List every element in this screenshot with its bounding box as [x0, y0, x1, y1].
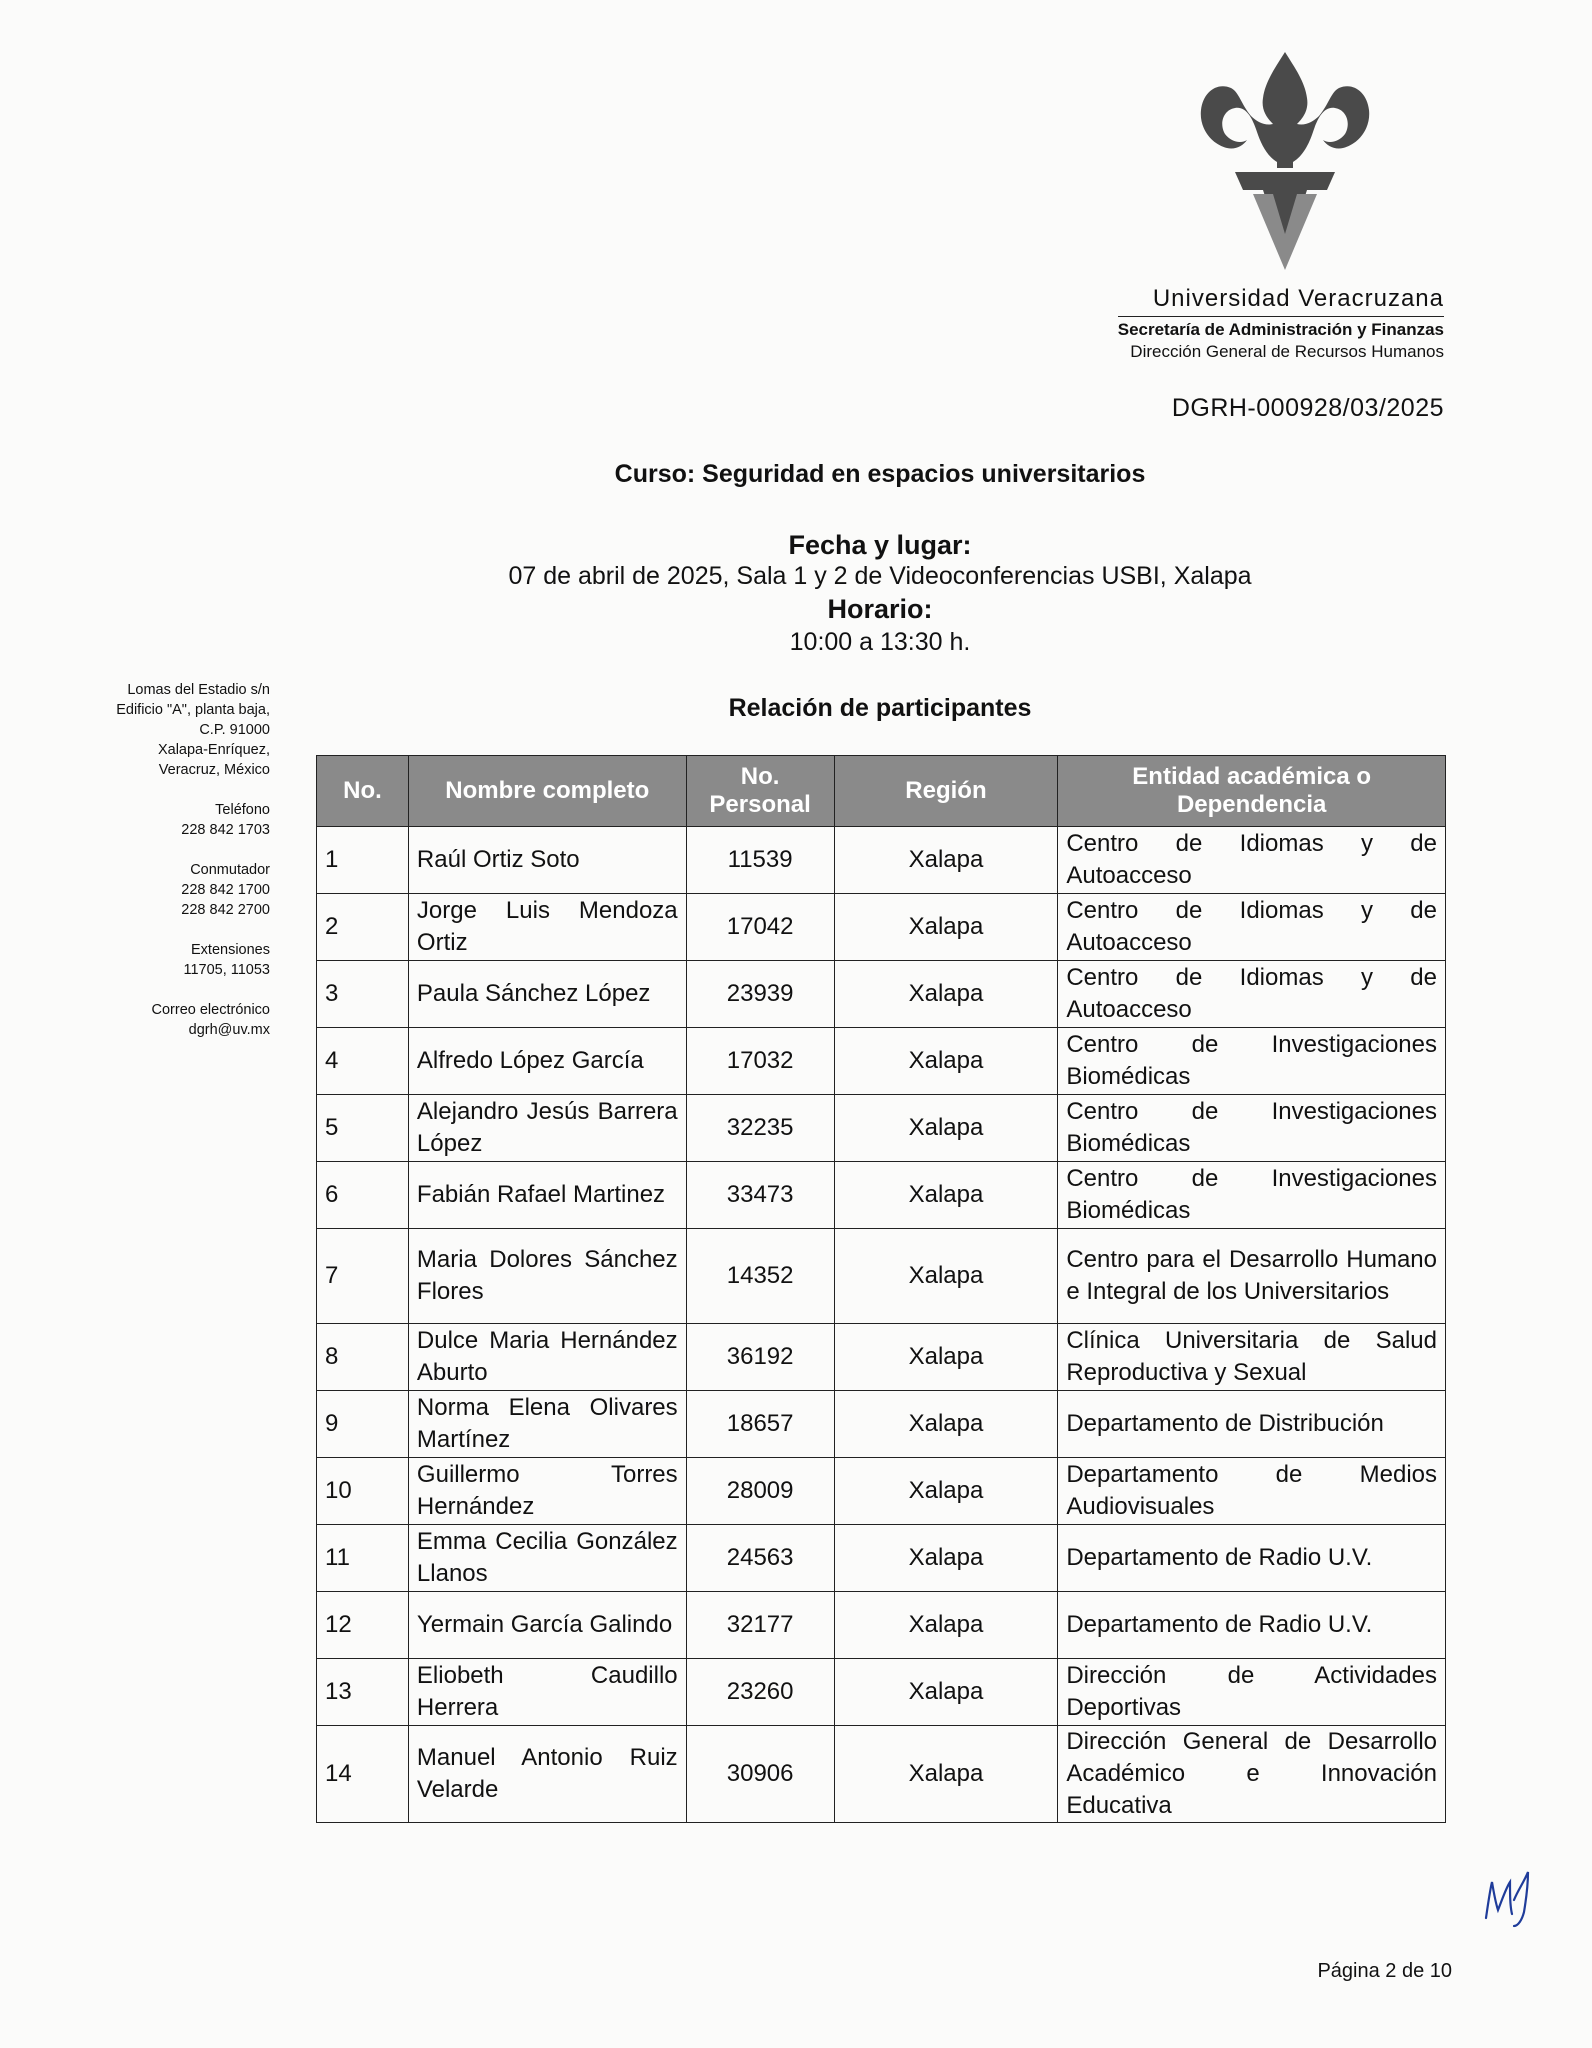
cell-personal: 11539 [686, 827, 834, 894]
cell-entity: Departamento de Radio U.V. [1058, 1525, 1446, 1592]
cell-name: Fabián Rafael Martinez [408, 1162, 686, 1229]
cell-personal: 18657 [686, 1391, 834, 1458]
cell-entity: Centro de Idiomas y de Autoacceso [1058, 894, 1446, 961]
table-row [317, 1095, 1446, 1162]
table-row [317, 961, 1446, 1028]
schedule-value: 10:00 a 13:30 h. [789, 628, 971, 656]
column-header-personal: No. Personal [686, 756, 834, 827]
table-row [317, 1525, 1446, 1592]
schedule-label: Horario: [827, 594, 933, 624]
cell-no: 2 [317, 894, 409, 961]
cell-entity: Centro de Investigaciones Biomédicas [1058, 1028, 1446, 1095]
cell-entity: Centro de Idiomas y de Autoacceso [1058, 827, 1446, 894]
section-title: Relación de participantes [728, 694, 1032, 722]
cell-name: Jorge Luis Mendoza Ortiz [408, 894, 686, 961]
cell-name: Norma Elena Olivares Martínez [408, 1391, 686, 1458]
cell-personal: 36192 [686, 1324, 834, 1391]
cell-no: 5 [317, 1095, 409, 1162]
cell-personal: 17032 [686, 1028, 834, 1095]
address-block [60, 680, 270, 780]
cell-entity: Centro de Idiomas y de Autoacceso [1058, 961, 1446, 1028]
directorate-name: Dirección General de Recursos Humanos [1130, 342, 1444, 361]
cell-region: Xalapa [834, 1525, 1058, 1592]
cell-personal: 32177 [686, 1592, 834, 1659]
cell-region: Xalapa [834, 961, 1058, 1028]
cell-name: Emma Cecilia González Llanos [408, 1525, 686, 1592]
document-number: DGRH-000928/03/2025 [1171, 394, 1444, 422]
participants-table-wrap [316, 755, 1446, 1823]
cell-no: 10 [317, 1458, 409, 1525]
cell-no: 6 [317, 1162, 409, 1229]
switchboard-block [60, 860, 270, 920]
cell-region: Xalapa [834, 827, 1058, 894]
table-row [317, 1592, 1446, 1659]
address-line: Lomas del Estadio s/n [127, 682, 270, 698]
phone-number: 228 842 1703 [181, 822, 270, 838]
cell-name: Alejandro Jesús Barrera López [408, 1095, 686, 1162]
address-line: C.P. 91000 [199, 722, 270, 738]
table-row [317, 1028, 1446, 1095]
course-title: Curso: Seguridad en espacios universitarios [614, 460, 1146, 488]
cell-personal: 23939 [686, 961, 834, 1028]
cell-entity: Centro para el Desarrollo Humano e Integral de los Universitarios [1058, 1229, 1446, 1324]
phone-block [60, 800, 270, 840]
cell-region: Xalapa [834, 1391, 1058, 1458]
cell-region: Xalapa [834, 1028, 1058, 1095]
cell-entity: Clínica Universitaria de Salud Reproductiva y Sexual [1058, 1324, 1446, 1391]
cell-region: Xalapa [834, 1726, 1058, 1823]
cell-entity: Departamento de Radio U.V. [1058, 1592, 1446, 1659]
address-line: Edificio "A", planta baja, [116, 702, 270, 718]
table-body [317, 827, 1446, 1823]
cell-no: 1 [317, 827, 409, 894]
cell-name: Yermain García Galindo [408, 1592, 686, 1659]
table-row [317, 1391, 1446, 1458]
switchboard-number: 228 842 1700 [181, 882, 270, 898]
cell-region: Xalapa [834, 1659, 1058, 1726]
table-row [317, 827, 1446, 894]
participants-table [316, 755, 1446, 1823]
table-row [317, 894, 1446, 961]
institution-name: Universidad Veracruzana [1118, 284, 1444, 317]
table-row [317, 1229, 1446, 1324]
contact-sidebar [60, 680, 270, 1060]
cell-region: Xalapa [834, 1324, 1058, 1391]
column-header-region: Región [834, 756, 1058, 827]
date-label: Fecha y lugar: [788, 530, 972, 560]
cell-personal: 33473 [686, 1162, 834, 1229]
cell-no: 8 [317, 1324, 409, 1391]
cell-no: 3 [317, 961, 409, 1028]
cell-name: Guillermo Torres Hernández [408, 1458, 686, 1525]
switchboard-number: 228 842 2700 [181, 902, 270, 918]
date-value: 07 de abril de 2025, Sala 1 y 2 de Videoconferencias USBI, Xalapa [508, 562, 1252, 590]
cell-entity: Centro de Investigaciones Biomédicas [1058, 1095, 1446, 1162]
cell-name: Dulce Maria Hernández Aburto [408, 1324, 686, 1391]
table-row [317, 1659, 1446, 1726]
extensions-value: 11705, 11053 [183, 962, 270, 978]
cell-name: Paula Sánchez López [408, 961, 686, 1028]
institution-header [1118, 284, 1444, 363]
cell-personal: 32235 [686, 1095, 834, 1162]
cell-region: Xalapa [834, 1592, 1058, 1659]
cell-entity: Centro de Investigaciones Biomédicas [1058, 1162, 1446, 1229]
cell-personal: 23260 [686, 1659, 834, 1726]
cell-no: 9 [317, 1391, 409, 1458]
column-header-no: No. [317, 756, 409, 827]
cell-no: 4 [317, 1028, 409, 1095]
cell-personal: 24563 [686, 1525, 834, 1592]
cell-entity: Dirección General de Desarrollo Académico e Innovación Educativa [1058, 1726, 1446, 1823]
table-row [317, 1162, 1446, 1229]
cell-personal: 14352 [686, 1229, 834, 1324]
cell-no: 11 [317, 1525, 409, 1592]
cell-entity: Departamento de Medios Audiovisuales [1058, 1458, 1446, 1525]
cell-name: Maria Dolores Sánchez Flores [408, 1229, 686, 1324]
cell-personal: 30906 [686, 1726, 834, 1823]
cell-entity: Departamento de Distribución [1058, 1391, 1446, 1458]
email-block [60, 1000, 270, 1040]
extensions-block [60, 940, 270, 980]
address-line: Veracruz, México [158, 762, 270, 778]
table-row [317, 1458, 1446, 1525]
university-logo-icon [1195, 48, 1375, 276]
cell-name: Eliobeth Caudillo Herrera [408, 1659, 686, 1726]
table-row [317, 1726, 1446, 1823]
table-row [317, 1324, 1446, 1391]
cell-region: Xalapa [834, 1095, 1058, 1162]
cell-region: Xalapa [834, 1162, 1058, 1229]
page-number: Página 2 de 10 [1317, 1960, 1452, 1982]
cell-no: 7 [317, 1229, 409, 1324]
cell-region: Xalapa [834, 894, 1058, 961]
handwritten-initials-icon [1480, 1860, 1540, 1930]
cell-name: Raúl Ortiz Soto [408, 827, 686, 894]
cell-region: Xalapa [834, 1458, 1058, 1525]
column-header-entity: Entidad académica o Dependencia [1058, 756, 1446, 827]
table-header-row [317, 756, 1446, 827]
cell-no: 14 [317, 1726, 409, 1823]
cell-name: Manuel Antonio Ruiz Velarde [408, 1726, 686, 1823]
switchboard-label: Conmutador [190, 862, 270, 878]
address-line: Xalapa-Enríquez, [157, 742, 270, 758]
secretariat-name: Secretaría de Administración y Finanzas [1117, 320, 1444, 339]
cell-name: Alfredo López García [408, 1028, 686, 1095]
column-header-name: Nombre completo [408, 756, 686, 827]
extensions-label: Extensiones [191, 942, 270, 958]
cell-entity: Dirección de Actividades Deportivas [1058, 1659, 1446, 1726]
cell-personal: 28009 [686, 1458, 834, 1525]
cell-no: 12 [317, 1592, 409, 1659]
email-value: dgrh@uv.mx [188, 1022, 270, 1038]
cell-personal: 17042 [686, 894, 834, 961]
phone-label: Teléfono [215, 802, 270, 818]
cell-no: 13 [317, 1659, 409, 1726]
email-label: Correo electrónico [151, 1002, 270, 1018]
cell-region: Xalapa [834, 1229, 1058, 1324]
